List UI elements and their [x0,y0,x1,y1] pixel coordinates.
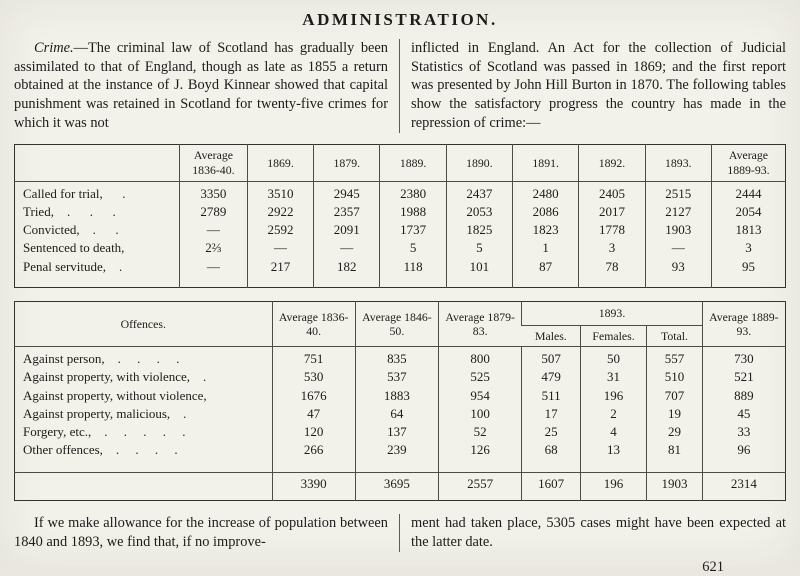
spacer-cell [522,460,581,473]
value-cell: 45 [702,405,785,423]
value-cell: 81 [647,441,703,459]
header-1879: 1879. [314,144,380,181]
header-1890: 1890. [446,144,512,181]
offences-statistics-table [14,301,786,501]
value-cell: 78 [579,258,645,288]
value-cell: 1676 [272,387,355,405]
value-cell: 1823 [513,221,579,239]
table2-header-row-1 [15,301,786,325]
value-cell: 525 [439,368,522,386]
spacer-cell [272,460,355,473]
spacer-cell [647,460,703,473]
footer-right-column [400,514,786,551]
value-cell: 2357 [314,203,380,221]
value-cell: 5 [380,239,446,257]
row-label: Against person, . . . . [23,351,180,366]
table2-body [15,347,786,460]
footer-left-paragraph: If we make allowance for the increase of population between 1840 and 1893, we find that, if no improve- [14,515,388,550]
value-cell: 95 [711,258,785,288]
totals-value-cell: 1607 [522,473,581,501]
spacer-cell [15,460,273,473]
spacer-row [15,460,786,473]
value-cell: 2592 [247,221,313,239]
value-cell: 2405 [579,181,645,203]
header-females: Females. [580,325,646,346]
table-row [15,258,786,288]
row-label: Penal servitude, . [23,258,123,274]
value-cell: 52 [439,423,522,441]
value-cell: 239 [355,441,438,459]
totals-value-cell: 3695 [355,473,438,501]
row-label: Convicted, . . [23,222,119,238]
totals-label-cell [15,473,273,501]
header-1893: 1893. [645,144,711,181]
intro-right-paragraph: inflicted in England. An Act for the collection of Judicial Statistics of Scotland was passed in 1869; and the first report was presented by John Hill Burton in 1870. The following tables show the satisfactory progress the country has made in the repression of crime:— [411,40,786,131]
value-cell: 1825 [446,221,512,239]
value-cell: 217 [247,258,313,288]
value-cell: 800 [439,347,522,369]
intro-right-column [400,39,786,133]
value-cell: 507 [522,347,581,369]
table1-header-row [15,144,786,181]
header-average-1889-93: Average 1889-93. [702,301,785,346]
value-cell: 2091 [314,221,380,239]
value-cell: 5 [446,239,512,257]
table-row [15,423,786,441]
table-row [15,347,786,369]
footer-left-column [14,514,400,551]
page-number: 621 [702,558,724,575]
footer-right-paragraph: ment had taken place, 5305 cases might have been expected at the latter date. [411,515,786,550]
value-cell: 2017 [579,203,645,221]
value-cell: 3 [579,239,645,257]
value-cell: 33 [702,423,785,441]
value-cell: 68 [522,441,581,459]
intro-left-paragraph [14,39,388,133]
value-cell: 31 [580,368,646,386]
intro-text-block [14,39,786,133]
value-cell: 50 [580,347,646,369]
value-cell: 118 [380,258,446,288]
row-label: Sentenced to death, [23,240,125,256]
value-cell: 835 [355,347,438,369]
value-cell: 2086 [513,203,579,221]
table-row [15,405,786,423]
value-cell: 100 [439,405,522,423]
value-cell: 25 [522,423,581,441]
value-cell: 521 [702,368,785,386]
header-1891: 1891. [513,144,579,181]
row-label: Against property, with violence, . [23,369,207,385]
page-title: ADMINISTRATION. [302,10,498,29]
header-1869: 1869. [247,144,313,181]
value-cell: 2 [580,405,646,423]
value-cell: 954 [439,387,522,405]
header-1889: 1889. [380,144,446,181]
value-cell: 2945 [314,181,380,203]
value-cell: 1883 [355,387,438,405]
table2-totals-section [15,460,786,501]
header-1893-group: 1893. [522,301,702,325]
value-cell: 2444 [711,181,785,203]
value-cell: 126 [439,441,522,459]
value-cell: 511 [522,387,581,405]
row-label: Other offences, . . . . [23,442,178,458]
row-label: Forgery, etc., . . . . . [23,424,186,439]
value-cell: 2922 [247,203,313,221]
value-cell: 1988 [380,203,446,221]
header-average-1889-93: Average 1889-93. [711,144,785,181]
header-average-1846-50: Average 1846-50. [355,301,438,346]
totals-value-cell: 3390 [272,473,355,501]
value-cell: 2380 [380,181,446,203]
table-row [15,181,786,203]
header-males: Males. [522,325,581,346]
value-cell: — [247,239,313,257]
value-cell: 479 [522,368,581,386]
intro-left-column [14,39,400,133]
value-cell: 510 [647,368,703,386]
value-cell: 19 [647,405,703,423]
table-row [15,368,786,386]
value-cell: 47 [272,405,355,423]
value-cell: 2515 [645,181,711,203]
value-cell: 2053 [446,203,512,221]
value-cell: 2054 [711,203,785,221]
table-row [15,387,786,405]
totals-row [15,473,786,501]
value-cell: 1903 [645,221,711,239]
header-average-1836-40: Average 1836-40. [180,144,248,181]
crime-lead-word: Crime. [34,40,74,56]
value-cell: 537 [355,368,438,386]
value-cell: 2480 [513,181,579,203]
spacer-cell [580,460,646,473]
value-cell: 730 [702,347,785,369]
footer-text-block [14,514,786,551]
value-cell: 64 [355,405,438,423]
spacer-cell [355,460,438,473]
row-label: Against property, malicious, . [23,405,187,421]
value-cell: 29 [647,423,703,441]
table1-body [15,181,786,287]
spacer-cell [439,460,522,473]
value-cell: 137 [355,423,438,441]
value-cell: 13 [580,441,646,459]
value-cell: 3510 [247,181,313,203]
value-cell: 4 [580,423,646,441]
value-cell: 120 [272,423,355,441]
value-cell: — [645,239,711,257]
value-cell: 530 [272,368,355,386]
header-average-1836-40: Average 1836-40. [272,301,355,346]
value-cell: 17 [522,405,581,423]
intro-left-text: —The criminal law of Scotland has gradually been assimilated to that of England, though as late as 1855 a return obtained at the instance of J. Boyd Kinnear showed that capital punishment was retained in Scotland for twenty-five crimes for which it was not [14,40,388,131]
value-cell: 1737 [380,221,446,239]
value-cell: — [314,239,380,257]
value-cell: 182 [314,258,380,288]
header-offences: Offences. [15,301,273,346]
value-cell: — [180,258,248,288]
totals-value-cell: 1903 [647,473,703,501]
row-label: Tried, . . . [23,203,116,219]
value-cell: 1 [513,239,579,257]
value-cell: 3 [711,239,785,257]
table-row [15,221,786,239]
value-cell: 266 [272,441,355,459]
value-cell: 1778 [579,221,645,239]
row-label: Against property, without violence, [23,387,207,403]
totals-value-cell: 2557 [439,473,522,501]
table-row [15,441,786,459]
table-row [15,203,786,221]
header-1892: 1892. [579,144,645,181]
value-cell: 87 [513,258,579,288]
value-cell: 2437 [446,181,512,203]
value-cell: 557 [647,347,703,369]
value-cell: 2789 [180,203,248,221]
header-average-1879-83: Average 1879-83. [439,301,522,346]
totals-value-cell: 196 [580,473,646,501]
table-row [15,239,786,257]
spacer-cell [702,460,785,473]
header-empty [15,144,180,181]
trials-statistics-table [14,144,786,288]
value-cell: 2127 [645,203,711,221]
value-cell: 3350 [180,181,248,203]
value-cell: 101 [446,258,512,288]
value-cell: 889 [702,387,785,405]
value-cell: 93 [645,258,711,288]
value-cell: 751 [272,347,355,369]
value-cell: 707 [647,387,703,405]
value-cell: 196 [580,387,646,405]
totals-value-cell: 2314 [702,473,785,501]
value-cell: 2⅔ [180,239,248,257]
value-cell: 1813 [711,221,785,239]
header-total: Total. [647,325,703,346]
value-cell: — [180,221,248,239]
value-cell: 96 [702,441,785,459]
row-label: Called for trial, . [23,185,126,201]
